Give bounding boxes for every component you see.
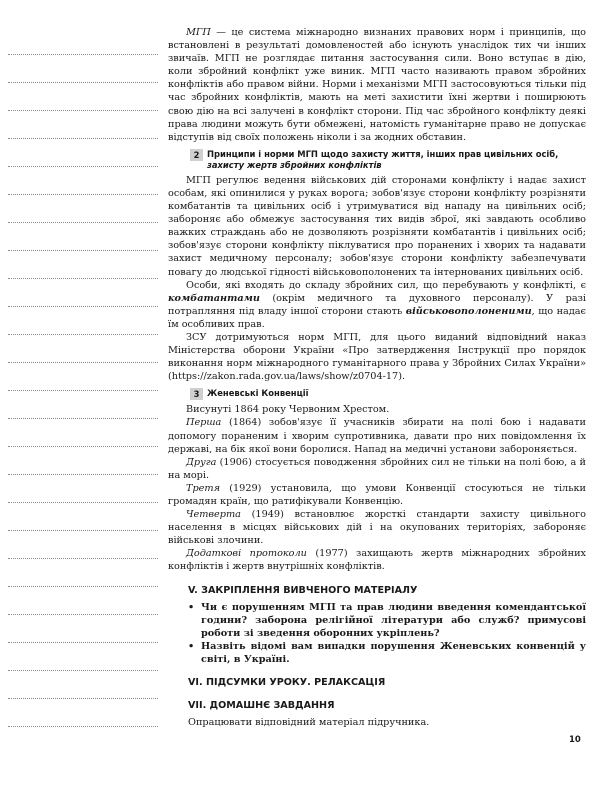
notes-line	[8, 418, 158, 419]
notes-line	[8, 166, 158, 167]
convention-paragraph	[168, 416, 586, 455]
notes-line	[8, 306, 158, 307]
notes-line	[8, 362, 158, 363]
text-fragment: (окрім медичного та духовного персоналу). У разі потрапляння під владу іншої сторони стають	[168, 292, 586, 317]
page-number: 10	[569, 735, 581, 745]
convention-name: Додаткові протоколи	[186, 548, 307, 560]
notes-line	[8, 194, 158, 195]
convention-paragraph	[168, 547, 586, 573]
convention-text: (1949) встановлює жорсткі стандарти захисту цивільного населення в місцях військових дій і на окупованих територіях, забороняє військові злочини.	[168, 509, 586, 547]
notes-line	[8, 586, 158, 587]
geneva-intro: Висунуті 1864 року Червоним Хрестом.	[186, 404, 390, 416]
notes-line	[8, 642, 158, 643]
text-fragment: , що надає їм особливих прав.	[168, 305, 586, 330]
notes-line	[8, 670, 158, 671]
principles-paragraph: МГП регулює ведення військових дій сторонами конфлікту і надає захист особам, які опинилися у руках ворога; зобов'язує сторони конфлікту розрізняти комбатантів та цивільних осіб і утримуватися від нападу на цивільних осіб; забороняє або обмежує застосування тих видів зброї, які завдають особливо важких страждань або не дозволяють розрізняти комбатантів і цивільних осіб; зобов'язує сторони конфлікту піклуватися про поранених і хворих та надавати захист медичному персоналу; зобов'язує сторони конфлікту забезпечувати повагу до людської гідності військовополонених та інтернованих цивільних осіб.	[168, 174, 586, 278]
notes-line	[8, 278, 158, 279]
convention-paragraph	[168, 508, 586, 547]
question-item: • Чи є порушенням МГП та прав людини введення комендантської години? заборона релігійної літератури або служб? примусові роботи зі зведення оборонних укріплень?	[188, 601, 586, 640]
section-title	[207, 149, 558, 171]
notes-line	[8, 726, 158, 727]
convention-paragraph	[168, 482, 586, 508]
pow-term: військовополоненими	[405, 305, 532, 317]
notes-line	[8, 558, 158, 559]
homework-text: Опрацювати відповідний матеріал підручника.	[188, 717, 430, 729]
notes-line	[8, 698, 158, 699]
notes-line	[8, 334, 158, 335]
convention-text: (1929) установила, що умови Конвенції стосуються не тільки громадян країн, що ратифікували Конвенцію.	[168, 482, 586, 507]
text-fragment: Особи, які входять до складу збройних сил, що перебувають у конфлікті, є	[186, 279, 586, 291]
section-title: Женевські Конвенції	[207, 388, 309, 399]
notes-line	[8, 110, 158, 111]
notes-line	[8, 54, 158, 55]
notes-line	[8, 390, 158, 391]
notes-line	[8, 446, 158, 447]
combatants-paragraph	[168, 279, 586, 331]
mgp-term: МГП	[186, 27, 211, 38]
notes-line	[8, 82, 158, 83]
convention-paragraph	[168, 456, 586, 482]
convention-name: Третя	[186, 482, 220, 494]
notes-line	[8, 614, 158, 615]
convention-text: (1977) захищають жертв міжнародних збройних конфліктів і жертв внутрішніх конфліктів.	[168, 548, 586, 573]
summary-heading: VI. ПІДСУМКИ УРОКУ. РЕЛАКСАЦІЯ	[188, 677, 386, 689]
notes-line	[8, 530, 158, 531]
homework-heading: VII. ДОМАШНЄ ЗАВДАННЯ	[188, 700, 335, 712]
mgp-definition-text: — це система міжнародно визнаних правових норм і принципів, що встановлені в результаті домовленостей або існують унаслідок тих чи інших звичаїв. МГП не розглядає питання застосування сили. Воно вступає в дію, коли збройний конфлікт уже виник. МГП часто називають правом збройних конфліктів або правом війни. Норми і механізми МГП застосовуються тільки під час збройних конфліктів, мають на меті захистити їхні жертви і поширюють свою дію на всі залучені в конфлікт сторони. Під час збройного конфлікту деякі права людини можуть бути обмежені, натомість гуманітарне право не допускає відступів від своїх положень ніколи і за жодних обставин.	[168, 27, 586, 143]
combatants-term: комбатантами	[168, 292, 260, 304]
notes-line	[8, 138, 158, 139]
mgp-definition-paragraph	[168, 26, 586, 144]
convention-text: (1864) зобов'язує її учасників збирати на полі бою і надавати допомогу пораненим і хворим супротивника, давати про них повідомлення їх державі, на бік якої вони боролися. Напад на медичні установи забороняється.	[168, 417, 586, 455]
notes-line	[8, 250, 158, 251]
section-title-line: Принципи і норми МГП щодо захисту життя, інших прав цивільних осіб,	[207, 148, 559, 159]
notes-line	[8, 474, 158, 475]
section-heading-principles	[168, 149, 586, 171]
notes-line	[8, 502, 158, 503]
section-title-line: захисту жертв збройних конфліктів	[207, 159, 382, 170]
section-heading-geneva	[168, 388, 586, 400]
convention-name: Друга	[186, 456, 217, 468]
page-content	[168, 26, 586, 729]
convention-name: Четверта	[186, 509, 241, 521]
consolidation-heading: V. ЗАКРІПЛЕННЯ ВИВЧЕНОГО МАТЕРІАЛУ	[188, 584, 418, 596]
question-list	[168, 601, 586, 666]
section-number-badge: 2	[190, 149, 203, 161]
question-item: • Назвіть відомі вам випадки порушення Женевських конвенцій у світі, в Україні.	[188, 640, 586, 666]
convention-name: Перша	[186, 417, 222, 429]
zsu-paragraph: ЗСУ дотримуються норм МГП, для цього виданий відповідний наказ Міністерства оборони України «Про затвердження Інструкції про порядок виконання норм міжнародного гуманітарного права у Збройних Силах України» (https://zakon.rada.gov.ua/laws/show/z0704-17).	[168, 331, 586, 383]
section-number-badge: 3	[190, 388, 203, 400]
notes-margin	[0, 0, 162, 800]
convention-text: (1906) стосується поводження збройних сил не тільки на полі бою, а й на морі.	[168, 456, 586, 481]
notes-line	[8, 222, 158, 223]
